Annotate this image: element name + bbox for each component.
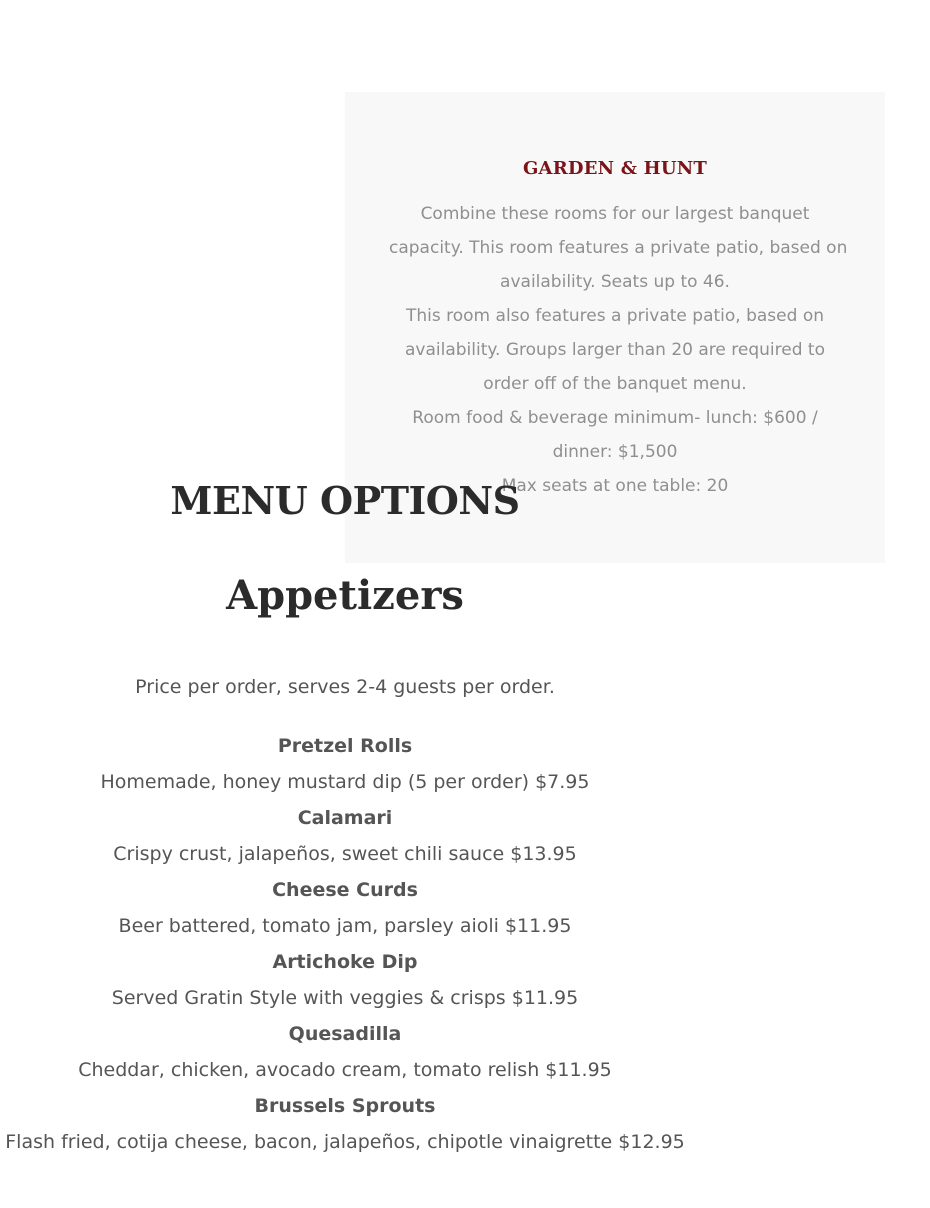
menu-items-list — [0, 728, 690, 1160]
menu-section — [0, 470, 690, 1160]
room-description-line: capacity. This room features a private patio, based on — [389, 238, 848, 258]
menu-item-name: Artichoke Dip — [272, 951, 418, 973]
room-description-line: availability. Groups larger than 20 are required to — [405, 340, 825, 360]
menu-item-description: Cheddar, chicken, avocado cream, tomato relish $11.95 — [78, 1059, 612, 1081]
menu-item-description: Crispy crust, jalapeños, sweet chili sauce $13.95 — [113, 843, 577, 865]
room-description-line: Room food & beverage minimum- lunch: $600 / — [412, 408, 818, 428]
menu-item-description: Served Gratin Style with veggies & crisps $11.95 — [111, 987, 579, 1009]
menu-item-name: Cheese Curds — [272, 879, 418, 901]
menu-item-name: Quesadilla — [288, 1023, 402, 1045]
room-description-line: availability. Seats up to 46. — [500, 272, 730, 292]
menu-item-description: Beer battered, tomato jam, parsley aioli $11.95 — [118, 915, 572, 937]
menu-item-name: Brussels Sprouts — [254, 1095, 436, 1117]
room-title: GARDEN & HUNT — [522, 158, 707, 179]
menu-options-heading: MENU OPTIONS — [170, 478, 520, 523]
room-description — [389, 197, 848, 503]
room-description-line: order off of the banquet menu. — [483, 374, 747, 394]
room-description-line: dinner: $1,500 — [552, 442, 678, 462]
menu-item-description: Homemade, honey mustard dip (5 per order) $7.95 — [100, 771, 590, 793]
room-description-line: Combine these rooms for our largest banquet — [420, 204, 810, 224]
room-description-line: Max seats at one table: 20 — [501, 476, 729, 496]
menu-item-name: Calamari — [297, 807, 393, 829]
section-note: Price per order, serves 2-4 guests per order. — [135, 676, 555, 698]
room-description-line: This room also features a private patio, based on — [406, 306, 824, 326]
menu-item-name: Pretzel Rolls — [277, 735, 413, 757]
menu-item-description: Flash fried, cotija cheese, bacon, jalapeños, chipotle vinaigrette $12.95 — [5, 1131, 685, 1153]
appetizers-heading: Appetizers — [226, 572, 464, 619]
